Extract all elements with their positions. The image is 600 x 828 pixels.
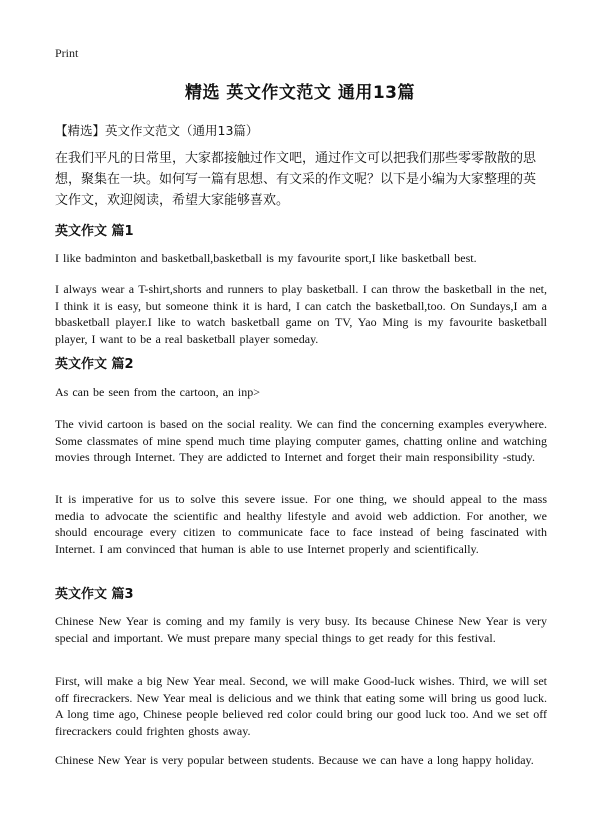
- section-1-paragraph-2: I always wear a T-shirt,shorts and runners to play basketball. I can throw the basketball in the net, I think it is easy, but someone think it is hard, I can catch the basketball,too. On Sundays,I am a bbasketball player.I like to watch basketball game on TV, Yao Ming is my favourite basketball player, I want to be a real basketball player someday.: [55, 282, 547, 346]
- section-3-paragraph-2: First, will make a big New Year meal. Second, we will make Good-luck wishes. Third, we will set off firecrackers. New Year meal is delicious and we think that eating some will bring us good luck. A long time ago, Chinese people believed red color could bring our good luck too. And we set off firecrackers could frighten ghosts away.: [55, 674, 547, 738]
- print-link[interactable]: Print: [55, 46, 79, 60]
- section-heading-2: 英文作文 篇2: [55, 357, 134, 372]
- intro-paragraph: 在我们平凡的日常里，大家都接触过作文吧，通过作文可以把我们那些零零散散的思想，聚集在一块。如何写一篇有思想、有文采的作文呢？以下是小编为大家整理的英文作文，欢迎阅读，希望大家能够喜欢。: [55, 151, 537, 208]
- page-subtitle: 【精选】英文作文范文（通用13篇）: [55, 123, 259, 138]
- section-2-paragraph-3: It is imperative for us to solve this severe issue. For one thing, we should appeal to the mass media to advocate the scientific and healthy lifestyle and avoid web addiction. For another, we should encourage every citizen to communicate face to face instead of being fascinated with Internet. I am convinced that human is able to use Internet properly and scientifically.: [55, 492, 547, 556]
- section-heading-1: 英文作文 篇1: [55, 224, 134, 239]
- section-2-paragraph-2: The vivid cartoon is based on the social reality. We can find the concerning examples everywhere. Some classmates of mine spend much time playing computer games, chatting online and watching movies through Internet. They are addicted to Internet and forget their main responsibility -study.: [55, 417, 547, 464]
- page-title: 精选 英文作文范文 通用13篇: [185, 83, 415, 103]
- section-3-paragraph-3: Chinese New Year is very popular between students. Because we can have a long happy holiday.: [55, 753, 534, 767]
- section-heading-3: 英文作文 篇3: [55, 587, 134, 602]
- section-2-paragraph-1: As can be seen from the cartoon, an inp>: [55, 385, 261, 399]
- section-1-paragraph-1: I like badminton and basketball,basketball is my favourite sport,I like basketball best.: [55, 251, 477, 265]
- section-3-paragraph-1: Chinese New Year is coming and my family is very busy. Its because Chinese New Year is very special and important. We must prepare many special things to get ready for this festival.: [55, 614, 547, 645]
